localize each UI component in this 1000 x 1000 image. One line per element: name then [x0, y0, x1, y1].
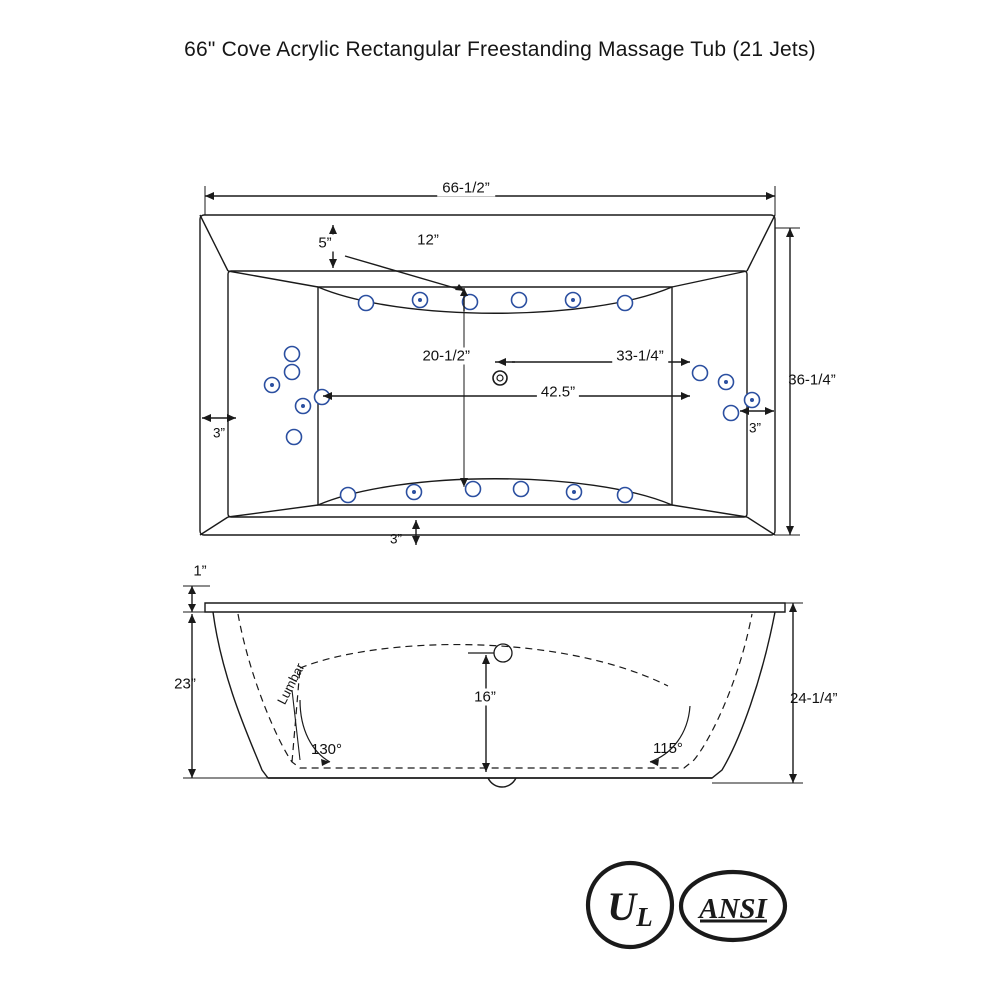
- dim-label-overall-height: 24-1/4”: [790, 690, 838, 707]
- side-rim-slab: [205, 603, 785, 612]
- jet-group-left: [265, 347, 330, 445]
- dim-label-rim-top-offset: 5”: [315, 235, 334, 252]
- dim-label-rim-bottom-offset: 3”: [389, 531, 403, 547]
- dim-label-rim-thickness: 1”: [193, 562, 207, 580]
- side-waterline-arc: [300, 645, 668, 686]
- dim-label-seat-width: 12”: [414, 232, 442, 249]
- dim-label-interior-length: 42.5”: [537, 384, 579, 401]
- jet-group-right: [693, 366, 760, 421]
- dim-label-interior-depth: 23”: [174, 675, 196, 693]
- dim-label-rim-left-thickness: 3”: [212, 425, 226, 441]
- dim-label-rim-right-thickness: 3”: [748, 420, 762, 436]
- dim-label-backrest-angle-right: 115°: [653, 740, 683, 757]
- dim-label-drain-left-offset: 20-1/2”: [419, 348, 473, 365]
- dim-label-backrest-angle-left: 130°: [311, 741, 343, 758]
- ansi-mark-label: ANSI: [699, 893, 767, 925]
- page-title: 66" Cove Acrylic Rectangular Freestanding Massage Tub (21 Jets): [184, 38, 816, 61]
- tub-inner-rim: [228, 271, 747, 517]
- drain-top-view: [493, 371, 507, 385]
- side-bottom-drain-bump: [488, 778, 516, 787]
- dim-label-overall-length: 66-1/2”: [437, 180, 495, 197]
- lumbar-label: Lumbar: [274, 660, 308, 707]
- dim-label-water-depth: 16”: [470, 689, 500, 706]
- dim-seat-width: [345, 256, 465, 291]
- ul-mark-label: UL: [607, 884, 653, 932]
- dim-label-drain-right-offset: 33-1/4”: [612, 348, 668, 365]
- dim-label-overall-width: 36-1/4”: [788, 371, 836, 389]
